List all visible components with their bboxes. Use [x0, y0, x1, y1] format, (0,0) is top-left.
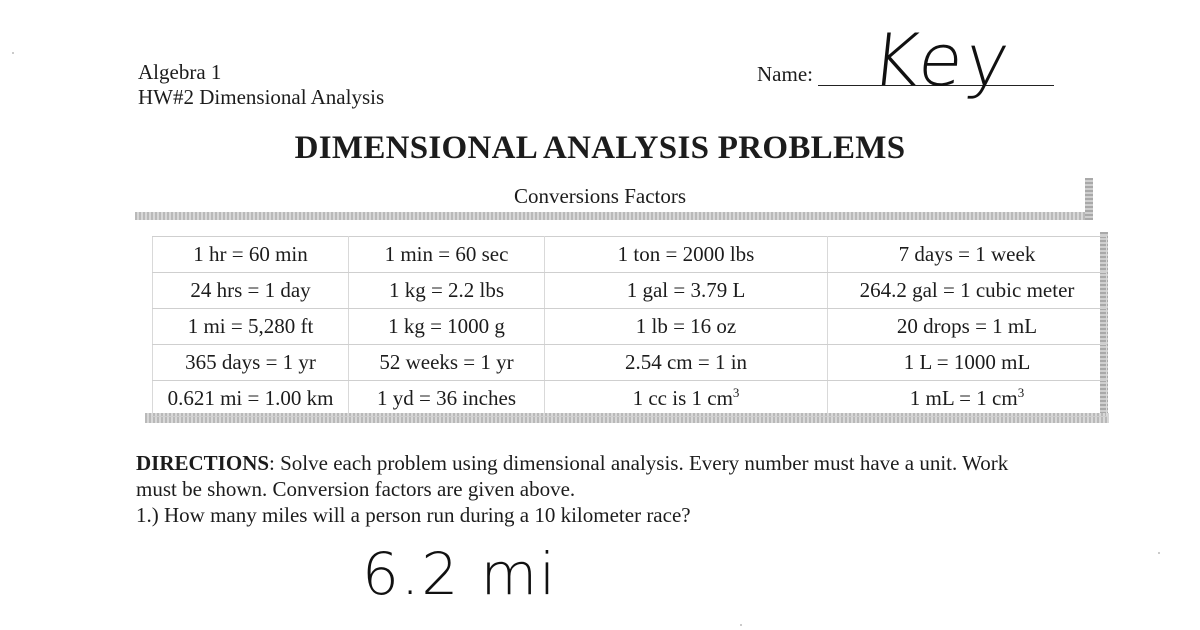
table-cell: 1 yd = 36 inches: [349, 381, 545, 417]
table-cell: 1 mi = 5,280 ft: [153, 309, 349, 345]
table-row: [153, 381, 1107, 417]
page-title: DIMENSIONAL ANALYSIS PROBLEMS: [294, 130, 906, 166]
table-row: [153, 309, 1107, 345]
scan-speck: [740, 624, 742, 626]
table-row: [153, 273, 1107, 309]
course-header: [138, 60, 384, 110]
table-cell: [545, 381, 828, 417]
directions-text: : Solve each problem using dimensional analysis. Every number must have a unit. Work must be shown. Conversion factors are given above.: [136, 451, 1009, 501]
table-cell: 1 min = 60 sec: [349, 237, 545, 273]
table-cell: 0.621 mi = 1.00 km: [153, 381, 349, 417]
table-cell: 24 hrs = 1 day: [153, 273, 349, 309]
table-cell: [828, 381, 1107, 417]
table-cell: 1 hr = 60 min: [153, 237, 349, 273]
cell-text: 1 cc is 1 cm: [632, 386, 733, 410]
table-row: [153, 345, 1107, 381]
table-cell: 20 drops = 1 mL: [828, 309, 1107, 345]
table-row: [153, 237, 1107, 273]
table-cell: 52 weeks = 1 yr: [349, 345, 545, 381]
handwritten-name: Key: [867, 18, 1016, 102]
directions-block: [136, 450, 1036, 528]
table-cell: 264.2 gal = 1 cubic meter: [828, 273, 1107, 309]
table-cell: 1 kg = 2.2 lbs: [349, 273, 545, 309]
directions-paragraph: [136, 450, 1036, 502]
directions-label: DIRECTIONS: [136, 451, 270, 475]
table-frame-top-right: [1085, 178, 1093, 220]
table-cell: 2.54 cm = 1 in: [545, 345, 828, 381]
superscript: 3: [732, 385, 740, 400]
superscript: 3: [1017, 385, 1025, 400]
table-cell: 1 L = 1000 mL: [828, 345, 1107, 381]
table-cell: 1 gal = 3.79 L: [545, 273, 828, 309]
table-cell: 1 ton = 2000 lbs: [545, 237, 828, 273]
table-cell: 365 days = 1 yr: [153, 345, 349, 381]
conversion-table: [152, 236, 1107, 417]
cell-text: 1 mL = 1 cm: [909, 386, 1018, 410]
table-frame-top: [135, 212, 1091, 220]
table-cell: 1 lb = 16 oz: [545, 309, 828, 345]
scan-speck: [1158, 552, 1160, 554]
assignment-name: HW#2 Dimensional Analysis: [138, 85, 385, 109]
question-1: 1.) How many miles will a person run during a 10 kilometer race?: [136, 503, 691, 527]
table-caption: Conversions Factors: [513, 184, 687, 208]
table-cell: 7 days = 1 week: [828, 237, 1107, 273]
table-cell: 1 kg = 1000 g: [349, 309, 545, 345]
course-name: Algebra 1: [138, 60, 222, 84]
name-label: Name:: [757, 62, 813, 86]
handwritten-answer: 6.2 mi: [362, 540, 558, 608]
scan-speck: [12, 52, 14, 54]
